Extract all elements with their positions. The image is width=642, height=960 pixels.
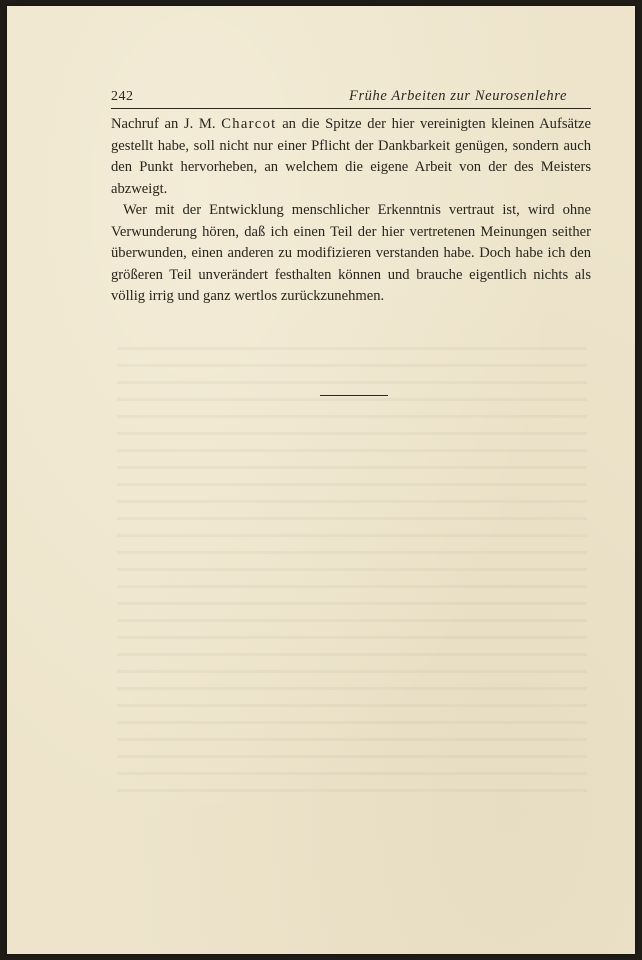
- body-text: [111, 114, 591, 308]
- paragraph-1-start: Nachruf an J. M.: [111, 116, 222, 132]
- page-number: 242: [111, 89, 134, 104]
- paragraph-1: [111, 114, 591, 200]
- charcot-name: Charcot: [221, 116, 277, 132]
- book-page: [7, 6, 635, 954]
- paragraph-2: Wer mit der Entwicklung menschlicher Erkenntnis vertraut ist, wird ohne Verwunderung hören, daß ich einen Teil der hier vertretenen Meinungen seither überwunden, einen anderen zu modifizieren verstanden habe. Doch habe ich den größeren Teil unverändert festhalten können und brauche eigentlich nichts als völlig irrig und ganz wertlos zurückzunehmen.: [111, 202, 591, 304]
- running-title: Frühe Arbeiten zur Neurosenlehre: [348, 88, 567, 104]
- show-through-text: [117, 336, 587, 796]
- section-end-rule: [320, 395, 388, 396]
- paragraph-1-rest: an die Spitze der hier vereinigten kleinen Aufsätze gestellt habe, soll nicht nur einer Pflicht der Dankbarkeit genügen, sondern auch den Punkt hervorheben, an welchem die eigene Arbeit von der des Meisters abzweigt.: [111, 116, 591, 197]
- running-head: [111, 88, 591, 109]
